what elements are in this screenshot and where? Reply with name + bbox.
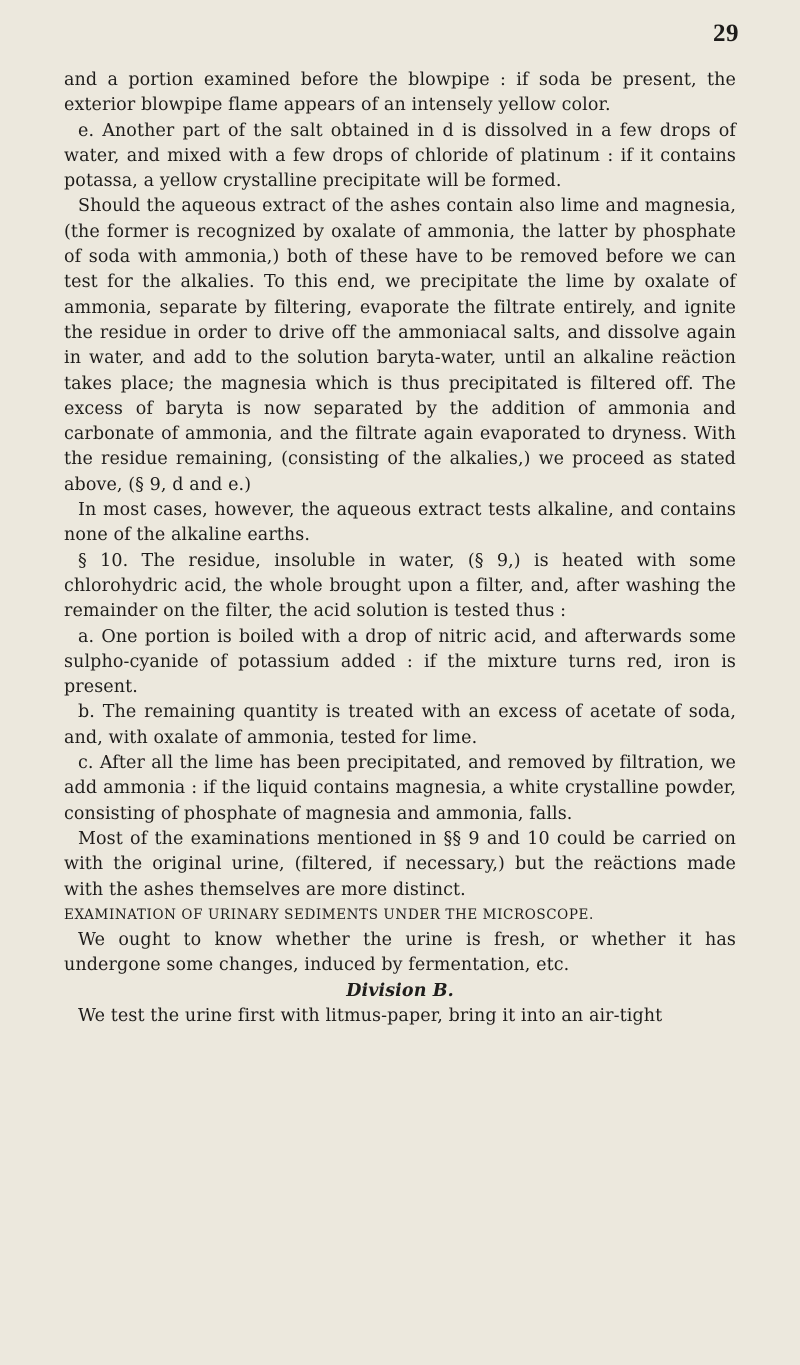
division-heading: Division B. [346,980,454,1001]
paragraph-potassa-test: e. Another part of the salt obtained in d is dissolved in a few drops of water, and mixed with a few drops of chloride of platinum : if it contains potassa, a yellow crystalline precipitate will be formed. [64,120,736,192]
page-number: 29 [713,20,739,47]
paragraph-blowpipe-test: and a portion examined before the blowpipe : if soda be present, the exterior blowpipe flame appears of an intensely yellow color. [64,70,736,116]
paragraph-lime-magnesia: Should the aqueous extract of the ashes contain also lime and magnesia, (the former is recognized by oxalate of ammonia, the latter by phosphate of soda with ammonia,) both of these have to be removed before we can test for the alkalies. To this end, we precipitate the lime by oxalate of ammonia, separate by filtering, evaporate the filtrate entirely, and ignite the residue in order to drive off the ammoniacal salts, and dissolve again in water, and add to the solution baryta-water, until an alkaline reäction takes place; the magnesia which is thus precipitated is filtered off. The excess of baryta is now separated by the addition of ammonia and carbonate of ammonia, and the filtrate again evaporated to dryness. With the residue remaining, (consisting of the alkalies,) we proceed as stated above, (§ 9, d and e.) [64,196,736,495]
paragraph-original-urine: Most of the examinations mentioned in §§ 9 and 10 could be carried on with the original urine, (filtered, if necessary,) but the reäctions made with the ashes themselves are more distinct. [64,828,736,900]
paragraph-lime-test: b. The remaining quantity is treated with an excess of acetate of soda, and, with oxalate of ammonia, tested for lime. [64,702,736,748]
paragraph-section-10: § 10. The residue, insoluble in water, (§ 9,) is heated with some chlorohydric acid, the whole brought upon a filter, and, after washing the remainder on the filter, the acid solution is tested thus : [64,550,736,622]
paragraph-alkaline-extract: In most cases, however, the aqueous extract tests alkaline, and contains none of the alkaline earths. [64,500,736,546]
page-body [64,68,736,1029]
paragraph-iron-test: a. One portion is boiled with a drop of nitric acid, and afterwards some sulpho-cyanide of potassium added : if the mixture turns red, iron is present. [64,626,736,698]
paragraph-magnesia-test: c. After all the lime has been precipitated, and removed by filtration, we add ammonia : if the liquid contains magnesia, a white crystalline powder, consisting of phosphate of magnesia and ammonia, falls. [64,753,736,824]
paragraph-fresh-urine: We ought to know whether the urine is fresh, or whether it has undergone some changes, induced by fermentation, etc. [64,930,736,976]
paragraph-litmus-test: We test the urine first with litmus-paper, bring it into an air-tight [78,1005,663,1026]
section-heading: EXAMINATION OF URINARY SEDIMENTS UNDER THE MICROSCOPE. [64,906,594,923]
